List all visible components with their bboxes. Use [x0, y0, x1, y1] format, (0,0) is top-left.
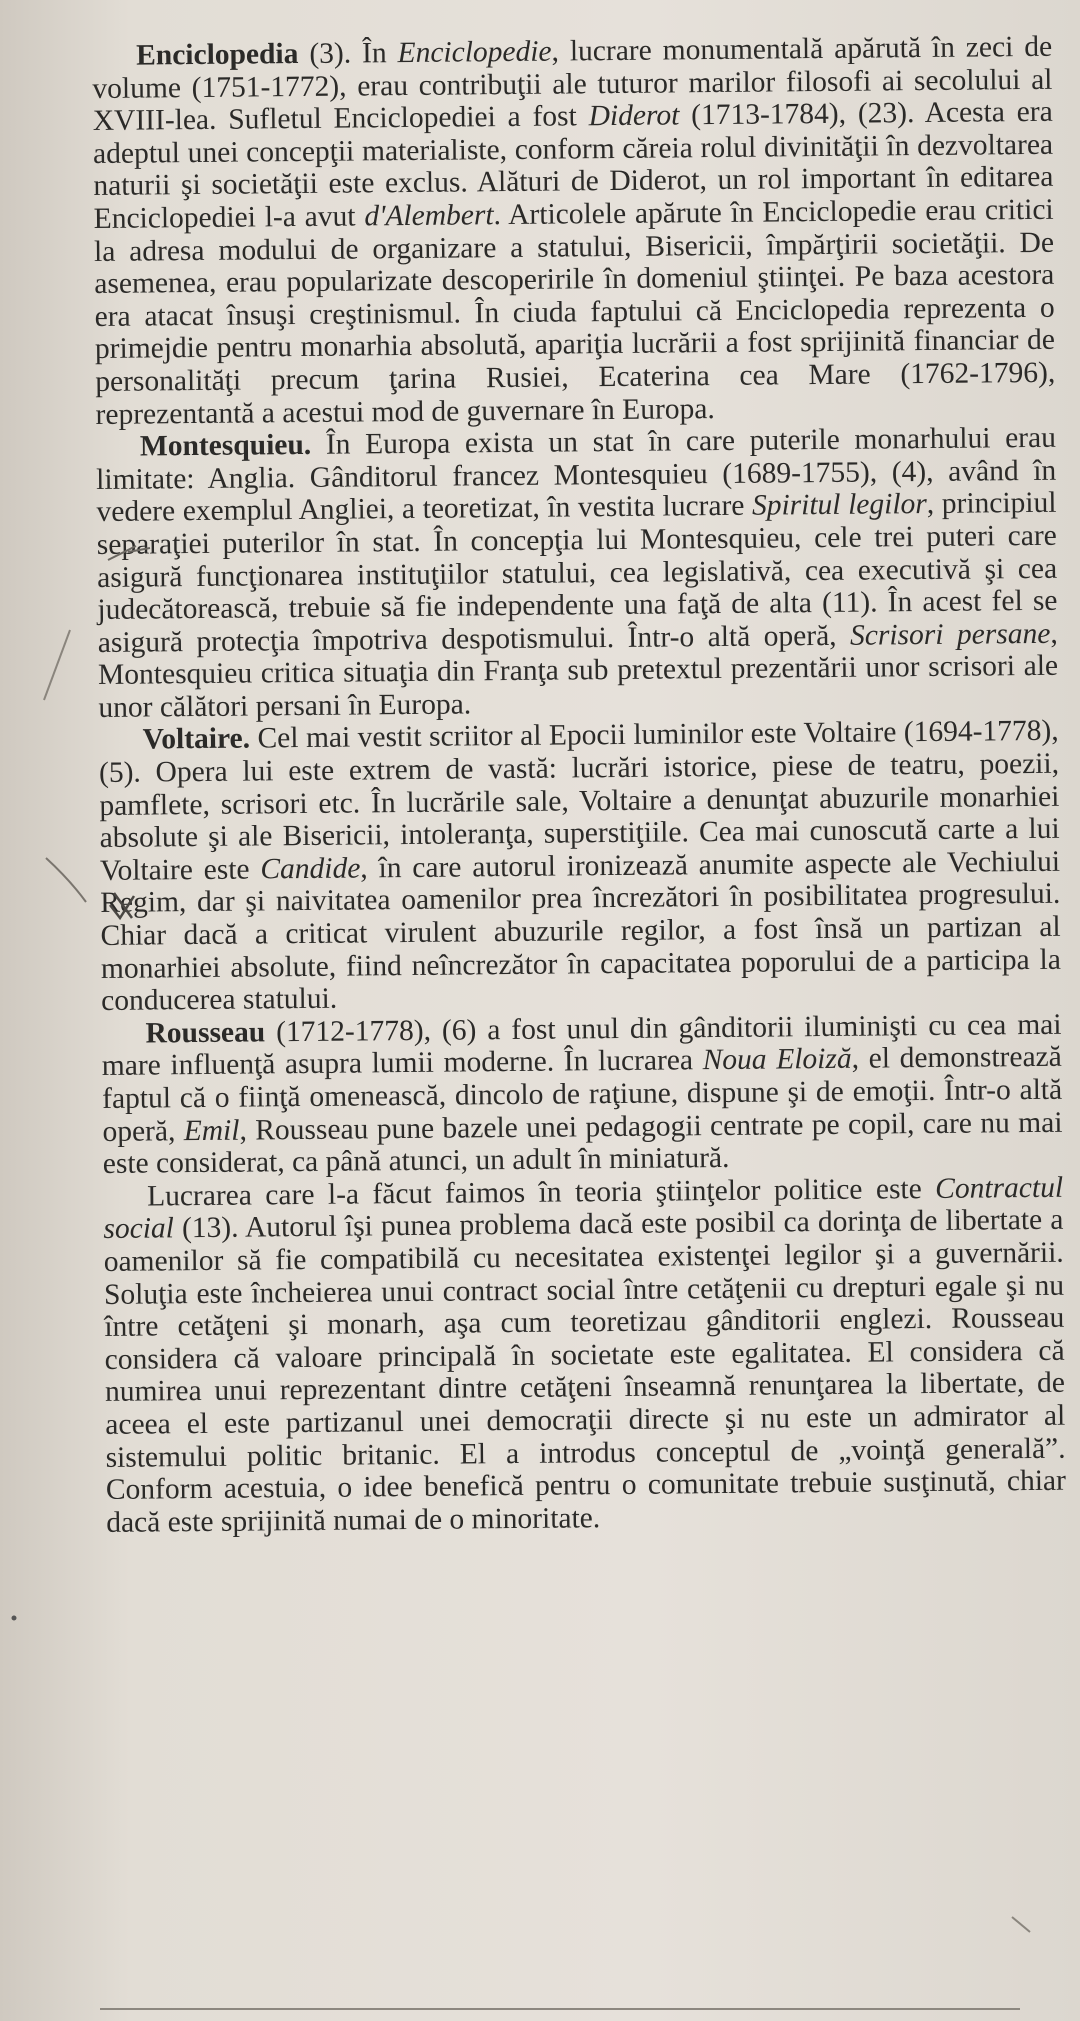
paragraph-montesquieu — [96, 422, 1059, 725]
title-spiritul-legilor: Spiritul legilor — [751, 488, 927, 522]
heading-enciclopedia: Enciclopedia — [135, 38, 299, 72]
text-span: . Articolele apărute în Enciclopedie erau critici la adresa modului de organizare a statului, Bisericii, împărţirii societăţii. De asemenea, erau popularizate descoperirile în domeniul ştiinţei. Pe baza acestora era atacat însuşi creştinismul. În ciuda faptului că Enciclopedia reprezenta o primejdie pentru monarhia absolută, apariţia lucrării a fost sprijinită financiar de personalităţi precum ţarina Rusiei, Ecaterina cea Mare (1762-1796), reprezentantă a acestui mod de guvernare în Europa. — [93, 193, 1056, 431]
name-dalembert: d'Alembert — [364, 199, 494, 233]
text-span: , el demonstrează faptul că o fiinţă omenească, dincolo de raţiune, dispune şi de emoţii. Într-o altă operă, — [102, 1041, 1063, 1148]
title-contractul-social: Contractul social — [103, 1171, 1064, 1246]
page-bottom-rule — [100, 2008, 1020, 2010]
text-span: , principiul separaţiei puterilor în stat. În concepţia lui Montesquieu, cele trei puteri care asigură funcţionarea instituţiilor statului, cea legislativă, cea executivă şi cea judecătorească, trebuie să fie independente una faţă de alta (11). În acest fel se asigură protecţia împotriva despotismului. Într-o altă operă, — [96, 487, 1058, 659]
heading-rousseau: Rousseau — [145, 1016, 266, 1050]
text-span: În Europa exista un stat în care puterile monarhului erau limitate: Anglia. Gânditorul francez Montesquieu (1689-1755), (4), având în vedere exemplul Angliei, a teoretizat, în vestita lucrare — [96, 421, 1057, 529]
text-span: (1713-1784), (23). Acesta era adeptul unei concepţii materialiste, conform căreia rolul divinităţii în dezvoltarea naturii şi societăţii este exclus. Alături de Diderot, un rol important în editarea Enciclopediei l-a avut — [92, 95, 1054, 235]
paragraph-rousseau — [101, 1009, 1063, 1181]
pencil-margin-line — [44, 630, 70, 700]
paragraph-enciclopedia — [92, 31, 1056, 431]
heading-montesquieu: Montesquieu. — [139, 429, 312, 463]
text-span: (3). În — [298, 37, 398, 71]
heading-voltaire: Voltaire. — [142, 722, 251, 757]
page-text — [92, 31, 1066, 1539]
name-diderot: Diderot — [588, 99, 680, 133]
pencil-bracket-mark — [46, 858, 86, 902]
title-emil: Emil — [183, 1114, 240, 1147]
paragraph-voltaire — [99, 715, 1062, 1018]
title-scrisori-persane: Scrisori persane — [849, 617, 1051, 652]
title-candide: Candide — [260, 852, 361, 886]
text-span: , Rousseau pune bazele unei pedagogii centrate pe copil, care nu mai este considerat, ca până atunci, un adult în miniatură. — [102, 1106, 1063, 1181]
text-span: , lucrare monumentală apărută în zeci de volume (1751-1772), erau contribuţii ale tuturor marilor filosofi ai secolului al XVIII-lea. Sufletul Enciclopediei a fost — [92, 30, 1053, 138]
text-span: , Montesquieu critica situaţia din Franţa sub pretextul prezentării unor scrisori ale unor călători persani în Europa. — [97, 617, 1059, 724]
margin-dot — [12, 1616, 17, 1621]
text-span: (13). Autorul îşi punea problema dacă este posibil ca dorinţa de libertate a oamenilor să fie compatibilă cu necesitatea existenţei legilor şi a guvernării. Soluţia este încheierea unui contract social între cetăţenii cu drepturi egale şi nu între cetăţeni şi monarh, aşa cum teoretizau gânditorii englezi. Rousseau considera că valoare principală în societate este egalitatea. El considera că numirea unui reprezentant dintre cetăţeni înseamnă renunţarea la libertate, de aceea el este partizanul unei democraţii directe şi nu este un admirator al sistemului politic britanic. El a introdus conceptul de „voinţă generală”. Conform acestuia, o idee benefică pentru o comunitate trebuie susţinută, chiar dacă este sprijinită numai de o minoritate. — [103, 1204, 1067, 1539]
text-span: Lucrarea care l-a făcut faimos în teoria ştiinţelor politice este — [146, 1172, 936, 1213]
text-span: , în care autorul ironizează anumite aspecte ale Vechiului Regim, dar şi naivitatea oamenilor prea încrezători în posibilitatea progresului. Chiar dacă a criticat virulent abuzurile regilor, a fost însă un partizan al monarhiei absolute, fiind neîncrezător în capacitatea poporului de a participa la conducerea statului. — [100, 845, 1062, 1018]
text-span: Cel mai vestit scriitor al Epocii luminilor este Voltaire (1694-1778), (5). Opera lui este extrem de vastă: lucrări istorice, piese de teatru, poezii, pamflete, scrisori etc. În lucrările sale, Voltaire a denunţat abuzurile monarhiei absolute şi ale Bisericii, intoleranţa, superstiţiile. Cea mai cunoscută carte a lui Voltaire este — [98, 715, 1060, 887]
paragraph-contract-social — [103, 1172, 1066, 1540]
pencil-end-mark — [1012, 1917, 1030, 1932]
title-noua-eloiza: Noua Eloiză — [702, 1043, 852, 1077]
text-span: (1712-1778), (6) a fost unul din gânditorii iluminişti cu cea mai mare influenţă asupra lumii moderne. În lucrarea — [101, 1008, 1062, 1083]
title-enciclopedie: Enciclopedie — [397, 35, 552, 70]
